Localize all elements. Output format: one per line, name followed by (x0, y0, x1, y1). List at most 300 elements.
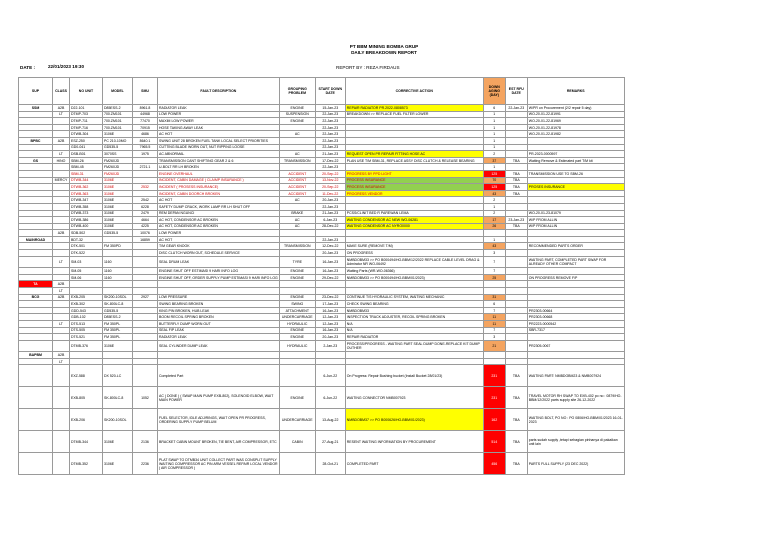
table-cell: 3106E (103, 453, 133, 475)
table-cell: WO-20-01-22-81982 (527, 131, 624, 138)
table-cell: SK-800LC-8 (103, 301, 133, 308)
table-cell: WO-20-01-22-81969 (527, 118, 624, 125)
table-cell: 15-Jan-23 (315, 105, 345, 112)
table-cell: 1 (483, 118, 505, 125)
table-cell (133, 352, 158, 359)
table-cell (527, 164, 624, 171)
table-cell: 11 (483, 314, 505, 321)
table-cell (133, 301, 158, 308)
table-cell: BPBC (19, 137, 53, 144)
table-cell (279, 124, 315, 131)
table-cell: 1 (483, 137, 505, 144)
table-cell: 2927 (133, 294, 158, 301)
table-cell (527, 334, 624, 341)
table-cell (505, 352, 527, 359)
table-cell (527, 144, 624, 151)
table-cell: ENGINE (279, 268, 315, 275)
table-cell: UNDERCARRIAGE (279, 314, 315, 321)
table-cell: 8640.1 (133, 137, 158, 144)
table-cell: WO-20-01-23-81079 (527, 210, 624, 217)
table-cell (19, 230, 53, 237)
table-cell (53, 190, 70, 197)
table-cell: PR-2023-0000597 (527, 151, 624, 158)
table-cell: 12-Dec-22 (315, 243, 345, 250)
report-title: DAILY BREAKDOWN REPORT (351, 50, 417, 55)
table-cell: UNDERCARRIAGE (279, 409, 315, 431)
table-cell: GDB-102 (70, 314, 103, 321)
table-cell: 16-Jan-23 (315, 327, 345, 334)
table-cell: ATTACHMENT (279, 307, 315, 314)
table-cell (53, 210, 70, 217)
table-cell: 3106E (103, 131, 133, 138)
table-cell (505, 197, 527, 204)
table-cell: 28-Dec-22 (315, 223, 345, 230)
table-cell: DTS-521 (70, 334, 103, 341)
table-cell (53, 217, 70, 224)
table-cell: 231 (483, 365, 505, 387)
table-cell (279, 453, 315, 475)
table-cell: Waiting Parts (WR-WO-06366) (345, 268, 483, 275)
table-cell (527, 301, 624, 308)
table-cell: INCIDENT ( PROSESS INSURANCE) (158, 184, 280, 191)
table-cell: DTK-522 (70, 250, 103, 257)
table-cell (505, 281, 527, 288)
table-cell: 3106E (103, 340, 133, 352)
table-cell (19, 365, 53, 387)
table-cell (19, 223, 53, 230)
table-cell: parts sudah supply ,tetapi sebagian pinhanya di pakaikan unit lain (527, 431, 624, 453)
table-cell: 12-Jan-23 (315, 320, 345, 327)
table-cell: 25 (483, 274, 505, 281)
table-cell: 20-Sep-22 (315, 184, 345, 191)
table-row (19, 365, 625, 387)
table-cell: 23-Jan-23 (505, 217, 527, 224)
table-cell: 1052 (133, 387, 158, 409)
table-cell: 2479 (133, 210, 158, 217)
table-cell (505, 118, 527, 125)
table-cell: 17-Dec-22 (315, 157, 345, 164)
table-cell (345, 164, 483, 171)
table-cell: WAITING PART, COMPLETED PART SWAP FOR ALREADY OTHER COMPACT (527, 256, 624, 268)
table-cell: SWING (279, 301, 315, 308)
table-cell: DTS-505 (70, 327, 103, 334)
table-row (19, 334, 625, 341)
table-cell (53, 203, 70, 210)
table-cell: PR2303-00664 (527, 307, 624, 314)
table-cell (279, 137, 315, 144)
table-row (19, 274, 625, 281)
breakdown-table (18, 77, 625, 475)
table-cell: LT (53, 358, 70, 365)
table-cell (345, 197, 483, 204)
table-cell: BAPBM (19, 352, 53, 359)
table-cell: GD0-041 (70, 144, 103, 151)
table-cell: INSPECTION TRACK ADJUSTER, RECOIL SPRING BROKEN (345, 314, 483, 321)
table-cell (158, 281, 280, 288)
table-cell: A2B (53, 281, 70, 288)
table-cell: 22-Jan-23 (315, 164, 345, 171)
table-cell (133, 274, 158, 281)
table-cell (483, 287, 505, 294)
table-cell: AC ABNORMAL (158, 151, 280, 158)
table-cell (483, 281, 505, 288)
table-cell (279, 358, 315, 365)
table-cell: SEAL DRUM LEAK (158, 256, 280, 268)
table-cell (133, 320, 158, 327)
table-cell (19, 320, 53, 327)
table-cell: PARTS FULL SUPPLY (23 DEC 2022) (527, 453, 624, 475)
table-cell (279, 164, 315, 171)
table-row (19, 281, 625, 288)
table-cell: PLAN USE T/M SBM-31, REPLACE ASSY DISC CLUTCH & RELEASE BEARING (345, 157, 483, 164)
table-cell (19, 131, 53, 138)
table-cell: INCIDENT, CABIN DAMAGE ( CLAIMP INSURANCE ) (158, 177, 280, 184)
table-cell: Waiting Remove & Estimated part T/M kit (527, 157, 624, 164)
table-cell (19, 340, 53, 352)
table-cell: DTS-513 (70, 320, 103, 327)
table-cell (345, 118, 483, 125)
table-cell: ENGINE (279, 105, 315, 112)
table-cell: LT (53, 151, 70, 158)
table-cell (345, 236, 483, 243)
table-cell: KING PIN BROKEN, HUB LEAK (158, 307, 280, 314)
table-cell: DTWB-358 (70, 203, 103, 210)
table-cell: WAITING CONDENSOR AC NEW WO-06281 (345, 217, 483, 224)
table-row (19, 230, 625, 237)
table-cell: 43 (483, 190, 505, 197)
table-cell (19, 151, 53, 158)
table-cell: TBA (505, 170, 527, 177)
table-cell (53, 131, 70, 138)
table-cell (19, 197, 53, 204)
table-cell: TBA (505, 184, 527, 191)
table-cell: 13-Nov-22 (315, 177, 345, 184)
table-cell: CUTTING BLADE WORN OUT, NUT RIPPING LOOSE (158, 144, 280, 151)
table-cell: T/M GEAR KNOOK (158, 243, 280, 250)
table-cell (527, 230, 624, 237)
table-cell: W/P FROM ALLIN (527, 217, 624, 224)
table-cell (70, 352, 103, 359)
table-cell: 20-Sep-22 (315, 170, 345, 177)
table-cell: 22-Jan-23 (315, 124, 345, 131)
table-cell (53, 243, 70, 250)
table-cell: GD535-5 (103, 307, 133, 314)
table-cell: TYRE (279, 256, 315, 268)
table-cell: 22-Jan-23 (505, 105, 527, 112)
table-cell: FM260JD (103, 170, 133, 177)
table-cell: 1 (483, 203, 505, 210)
table-cell: 77470 (133, 118, 158, 125)
table-cell: ENGINE SHUT OFF ESTIMASI 9 HARI INFO LOG (158, 268, 280, 275)
table-cell: DTMB-344 (70, 431, 103, 453)
table-row (19, 144, 625, 151)
table-cell (53, 314, 70, 321)
table-cell (53, 118, 70, 125)
table-row (19, 151, 625, 158)
table-cell (53, 236, 70, 243)
table-cell: 3 (483, 250, 505, 257)
table-cell: D22-101 (70, 105, 103, 112)
table-cell: 17-Jan-23 (315, 301, 345, 308)
table-cell: DTWB-344 (70, 177, 103, 184)
table-cell: TRANSMISSION (279, 243, 315, 250)
table-cell: 700.ZM101 (103, 111, 133, 118)
table-cell: 700.ZM101 (103, 118, 133, 125)
table-cell: 3106E (103, 177, 133, 184)
table-cell (505, 250, 527, 257)
table-cell: TBA (505, 223, 527, 230)
table-cell: PR2223-0000542 (527, 320, 624, 327)
table-cell: WAITING BOLT, PO NO : PO 0806/HO-BBM/01/2023 16-01-2023 (527, 409, 624, 431)
table-cell (133, 340, 158, 352)
table-cell (505, 334, 527, 341)
table-cell: PR2305-0067 (527, 340, 624, 352)
table-cell: FM 350PD (103, 243, 133, 250)
table-cell (505, 256, 527, 268)
table-cell: 20-Jan-23 (315, 250, 345, 257)
table-cell: TBA (505, 365, 527, 387)
table-cell (505, 124, 527, 131)
table-cell: TRAVEL MOTOR RH SWAP TO EXB-402 po no : 0879/HO-BBM/12/2022 parts supply site 26-12-2022 (527, 387, 624, 409)
table-cell: PCSS/CLINIT BED R PAREWAN LEMA (345, 210, 483, 217)
table-cell (505, 236, 527, 243)
table-cell (483, 352, 505, 359)
table-cell (19, 184, 53, 191)
col-header: FAULT DESCRIPTION (158, 78, 280, 105)
table-cell (19, 124, 53, 131)
date-value: 22/01/2023 19:30 (48, 64, 85, 69)
table-row (19, 409, 625, 431)
table-row (19, 287, 625, 294)
table-cell (133, 157, 158, 164)
table-cell: 1160 (103, 256, 133, 268)
table-cell: MAXIM LOW POWER (158, 118, 280, 125)
table-row (19, 124, 625, 131)
table-cell (279, 287, 315, 294)
table-cell: 3106E (103, 197, 133, 204)
table-cell: 7 (483, 327, 505, 334)
table-cell: SEAL CYLINDER DUMP LEAK (158, 340, 280, 352)
table-cell: 16-Jan-23 (315, 307, 345, 314)
table-cell: A2B (53, 294, 70, 301)
table-cell (527, 177, 624, 184)
table-cell: 22-Jan-23 (315, 131, 345, 138)
table-cell: AC HOT, CONDENSOR AC BROKEN (158, 223, 280, 230)
table-cell: DTK-501 (70, 243, 103, 250)
table-cell: FM 350PL (103, 327, 133, 334)
table-cell: 16859 (133, 236, 158, 243)
table-cell: PROCESS INSURANCE (345, 184, 483, 191)
table-cell (19, 164, 53, 171)
table-cell (527, 236, 624, 243)
table-cell (103, 281, 133, 288)
table-cell: CABIN (279, 431, 315, 453)
table-cell (19, 210, 53, 217)
table-cell (527, 294, 624, 301)
table-cell: ESZ-250 (70, 137, 103, 144)
table-cell (53, 334, 70, 341)
table-cell: 11 (483, 320, 505, 327)
table-cell (70, 358, 103, 365)
table-cell: 456 (483, 453, 505, 475)
table-cell: BRACKET CABIN MOUNT BROKEN, TIE BENT, AIR COMPRESSOR, ETC (158, 431, 280, 453)
table-cell (505, 314, 527, 321)
table-cell (53, 124, 70, 131)
table-cell: 21-Jan-23 (315, 151, 345, 158)
table-cell: GS (19, 157, 53, 164)
table-cell (279, 352, 315, 359)
table-row (19, 170, 625, 177)
table-cell: 31 (483, 294, 505, 301)
table-cell (19, 327, 53, 334)
table-cell: REPAIR RADIATOR PR.2022-0808573 (345, 105, 483, 112)
table-cell (505, 144, 527, 151)
table-cell: CHECK SWING BEARING (345, 301, 483, 308)
table-cell: ACCIDENT (279, 190, 315, 197)
table-cell (53, 184, 70, 191)
table-cell (527, 287, 624, 294)
report-by: REPORT BY : REZA FIRDAUS (336, 65, 400, 70)
table-cell: TA (19, 281, 53, 288)
table-cell: DTWB-386 (70, 217, 103, 224)
table-cell: D85ESS-2 (103, 314, 133, 321)
date-label: DATE : (20, 65, 35, 70)
table-cell: 7965.5 (133, 144, 158, 151)
table-cell: ENGINE (279, 294, 315, 301)
table-cell: 6228 (133, 203, 158, 210)
table-cell: REM DEPAN NGUNCI (158, 210, 280, 217)
table-cell: PROGRESS VENDOR (345, 190, 483, 197)
table-header-row (19, 78, 625, 105)
table-cell: RESENT WAITING INFORMATION BY PROCUREMENT (345, 431, 483, 453)
table-cell: LOW POWER (158, 111, 280, 118)
table-cell: MAINROAD (19, 236, 53, 243)
table-cell: DTWB-304 (70, 131, 103, 138)
table-cell (505, 203, 527, 210)
table-cell (133, 358, 158, 365)
table-cell: 22-Jan-23 (315, 111, 345, 118)
table-cell: 43 (483, 243, 505, 250)
table-cell (19, 453, 53, 475)
table-cell: DSB-B01 (70, 151, 103, 158)
table-cell (133, 287, 158, 294)
table-row (19, 157, 625, 164)
table-cell: EXB-302 (70, 301, 103, 308)
table-cell: 125 (483, 184, 505, 191)
table-cell (279, 365, 315, 387)
table-cell: 22-Jan-23 (315, 203, 345, 210)
col-header: REMARKS (527, 78, 624, 105)
col-header: SMU (133, 78, 158, 105)
table-cell: RECOMMENDED PARTS ORDER (527, 243, 624, 250)
table-cell: 3106E (103, 223, 133, 230)
table-cell: MERCY (53, 177, 70, 184)
table-cell: ENGINE SHUT OFF, ORDER SUPPLY PUMP ESTIMASI 9 HARI INFO LOG (159, 275, 278, 280)
table-cell: A2B (53, 352, 70, 359)
table-cell: SM-03 (70, 256, 103, 268)
table-cell: SBM-31 (70, 170, 103, 177)
table-row (19, 314, 625, 321)
table-cell: HYDRAULIC (279, 340, 315, 352)
table-cell (19, 307, 53, 314)
table-cell: DTMP-703 (70, 111, 103, 118)
table-cell: ENGINE OVERHAUL (158, 170, 280, 177)
table-cell (505, 307, 527, 314)
table-cell (345, 124, 483, 131)
table-cell: WAITING CONDENSOR AC NYRO0000 (345, 223, 483, 230)
table-cell (53, 365, 70, 387)
table-cell: 4686 (133, 131, 158, 138)
table-cell: ENGINE (279, 274, 315, 281)
table-cell: LOW POWER (158, 230, 280, 237)
table-cell: SEAL FIP LEAK (158, 327, 280, 334)
table-cell: PLAT SWAP TO DTMB34 UNIT COLLECT PART WAS CONSPLIT SUPPLY WAITING COMPRESSOR AC PIN ARM VESSEL REPAIR LOCAL VENDOR ( AIR COMPRESSOR ) (158, 453, 280, 475)
table-cell: DTWB-347 (70, 197, 103, 204)
table-row (19, 358, 625, 365)
table-cell: WAITING CONNECTOR NMB007923 (345, 387, 483, 409)
table-cell: BOOM RECOIL SPRING BROKEN (158, 314, 280, 321)
table-row (19, 210, 625, 217)
table-cell: 700.ZM101 (103, 124, 133, 131)
table-cell: GD535-5 (103, 230, 133, 237)
table-cell (133, 365, 158, 387)
table-cell: DTWB-362 (70, 184, 103, 191)
table-cell: 29-Dec-22 (315, 274, 345, 281)
table-cell (505, 294, 527, 301)
table-cell: EXB-206 (70, 409, 103, 431)
table-cell: HINO (53, 157, 70, 164)
table-cell: TBA (505, 177, 527, 184)
table-cell: 37 (483, 157, 505, 164)
table-cell: EXB-805 (70, 387, 103, 409)
table-cell: AC ( DONE ) ( SWAP MAIN PUMP EXB-802), SOLENOID ELBOW, WAIT MAIN POWER (158, 387, 280, 409)
table-cell (19, 387, 53, 409)
table-row (19, 184, 625, 191)
table-cell (505, 210, 527, 217)
table-row (19, 217, 625, 224)
table-cell (527, 250, 624, 257)
table-cell: TBA (505, 431, 527, 453)
table-cell (345, 287, 483, 294)
table-cell: BRAKE (279, 210, 315, 217)
table-cell (279, 281, 315, 288)
table-cell (133, 409, 158, 431)
table-cell (527, 190, 624, 197)
table-cell (19, 144, 53, 151)
table-cell (158, 287, 280, 294)
table-cell: BCG (19, 294, 53, 301)
table-cell (53, 144, 70, 151)
table-cell: SDB-502 (70, 230, 103, 237)
table-cell: WO-20-01-22-81991 (527, 111, 624, 118)
table-cell: BDT-32 (70, 236, 103, 243)
table-row (19, 352, 625, 359)
table-cell (19, 118, 53, 125)
table-cell (19, 431, 53, 453)
table-row (19, 197, 625, 204)
table-cell (345, 230, 483, 237)
table-cell (345, 137, 483, 144)
table-cell: 27-Aug-21 (315, 431, 345, 453)
table-cell: WO-20-01-22-81978 (527, 124, 624, 131)
table-cell: TRANSMISSION USE TO SBM-26 (527, 170, 624, 177)
table-cell: BREAKDOWN >> REPLACE FUEL FILTER LOWER (345, 111, 483, 118)
table-cell (505, 327, 527, 334)
table-cell: TBA (505, 157, 527, 164)
table-cell (527, 358, 624, 365)
table-cell: ACCIDENT (279, 170, 315, 177)
table-row (19, 387, 625, 409)
